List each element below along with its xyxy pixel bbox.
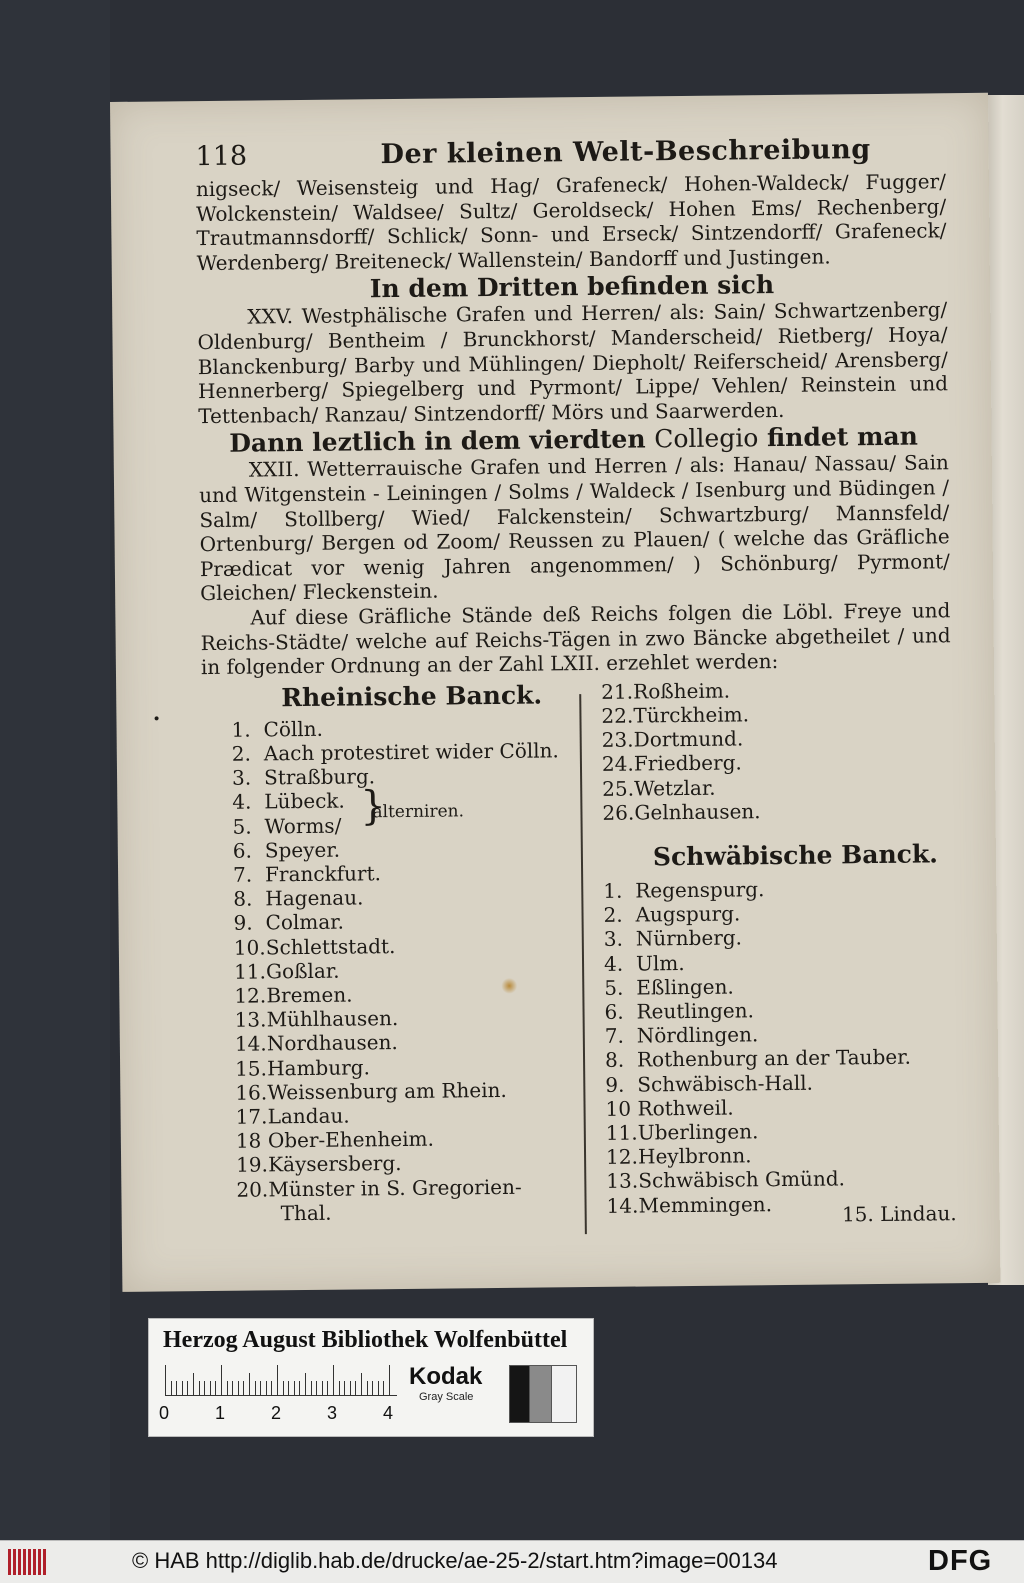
schwaebische-title: Schwäbische Banck. — [652, 839, 939, 872]
ruler-tick — [165, 1365, 166, 1395]
rheinische-column — [231, 680, 577, 1226]
ruler-tick — [383, 1381, 384, 1395]
schwaebische-entry — [605, 1020, 955, 1048]
footer-copyright: © HAB http://diglib.hab.de/drucke/ae-25-2/start.htm?image=00134 — [132, 1548, 778, 1573]
ruler-label: 0 — [159, 1403, 170, 1423]
color-calibration-card — [148, 1318, 594, 1437]
gray-patch — [529, 1365, 553, 1423]
rheinische-continued-entry — [602, 773, 952, 801]
schwaebische-entry-number: 13. — [606, 1168, 639, 1194]
ruler-tick — [355, 1381, 356, 1395]
schwaebische-entry — [604, 948, 954, 976]
schwaebische-entry-name: Rothweil. — [637, 1095, 734, 1121]
ruler-tick — [288, 1381, 289, 1395]
rheinische-entry-name: Franckfurt. — [264, 861, 382, 887]
schwaebische-entry-number: 10 — [605, 1096, 632, 1121]
ruler-tick — [243, 1381, 244, 1395]
schwaebische-entry-number: 12. — [605, 1144, 639, 1170]
ruler-tick — [316, 1381, 317, 1395]
ruler-tick — [350, 1381, 351, 1395]
ruler-tick — [171, 1381, 172, 1395]
rheinische-entry-name: Hagenau. — [265, 885, 364, 911]
schwaebische-entry-name: Rothenburg an der Tauber. — [636, 1044, 911, 1072]
schwaebische-entry-name: Eßlingen. — [636, 974, 734, 1000]
schwaebische-entry — [606, 1117, 956, 1145]
rheinische-entry-number: 18 — [235, 1128, 262, 1153]
rheinische-entry-number: 7. — [232, 862, 253, 887]
rheinische-entry-name: Landau. — [267, 1103, 350, 1129]
rheinische-entry-name: Cölln. — [263, 716, 324, 742]
rheinische-continued-entry-number: 25. — [602, 776, 635, 801]
library-name: Herzog August Bibliothek Wolfenbüttel — [163, 1327, 568, 1353]
rheinische-entry-number: 20. — [236, 1176, 269, 1202]
kodak-logo: Kodak — [409, 1363, 483, 1390]
schwaebische-entry-number: 7. — [604, 1023, 625, 1048]
alternate-note: alterniren. — [372, 801, 465, 822]
paragraph-wetterrauische: XXII. Wetterrauische Grafen und Herren / als: Hanau/ Nassau/ Sain und Witgenstein - Leiningen / Solms / Waldeck / Isenburg und Büdingen / Salm/ Stollberg/ Wied/ Falckenstein/ Schwartzburg/ Mannsfeld/ Ortenburg/ Bergen od Zoom/ Reussen zu Plauen/ ( welche das Gräfliche Prædicat vor wenig Jahren angenommen/ ) Schönburg/ Pyrmont/ Gleichen/ Fleckenstein. — [198, 450, 950, 606]
ruler-tick — [333, 1365, 334, 1395]
rheinische-continued-entry — [601, 700, 951, 728]
rheinische-entry — [236, 1101, 576, 1129]
rheinische-entry — [236, 1174, 576, 1202]
margin-mark: • — [152, 711, 161, 728]
schwaebische-entry — [604, 972, 954, 1000]
ruler-tick — [344, 1381, 345, 1395]
rheinische-continued-entry-name: Türckheim. — [633, 702, 750, 728]
rheinische-entry-number: 4. — [232, 789, 252, 815]
footer-bar — [0, 1540, 1024, 1583]
rheinische-entry — [234, 980, 574, 1008]
ruler-tick — [193, 1373, 194, 1395]
ruler-tick — [232, 1381, 233, 1395]
gray-patch — [509, 1365, 531, 1423]
schwaebische-entry-name: Nürnberg. — [635, 925, 743, 951]
page-number: 118 — [195, 140, 248, 173]
schwaebische-entry-name: Ulm. — [635, 950, 685, 976]
hab-logo-bar — [23, 1549, 26, 1575]
schwaebische-entry — [606, 1166, 956, 1194]
dfg-logo: DFG — [928, 1545, 993, 1577]
schwaebische-entry-name: Uberlingen. — [637, 1119, 759, 1145]
rheinische-entry-name: Bremen. — [266, 982, 353, 1008]
ruler-tick — [372, 1381, 373, 1395]
ruler-tick — [389, 1365, 390, 1395]
rheinische-entry — [236, 1125, 576, 1153]
rheinische-entry-number: 17. — [235, 1104, 268, 1129]
rheinische-continued-entry-name: Dortmund. — [633, 726, 744, 752]
schwaebische-entry-number: 4. — [603, 951, 624, 976]
ruler-tick — [204, 1381, 205, 1395]
schwaebische-entry — [605, 1093, 955, 1121]
heading-vierdten-part-b: findet man — [766, 421, 918, 453]
schwaebische-entry-name: Memmingen. — [638, 1191, 773, 1218]
schwaebische-entry-number: 1. — [603, 878, 623, 903]
ruler-tick — [182, 1381, 183, 1395]
rheinische-entry — [232, 762, 572, 790]
ruler-tick — [305, 1373, 306, 1395]
alternate-brace: } — [360, 782, 387, 830]
schwaebische-entry-number: 8. — [604, 1047, 625, 1073]
ruler-tick — [322, 1381, 323, 1395]
scan-background — [0, 0, 110, 1540]
rheinische-title: Rheinische Banck. — [281, 680, 543, 712]
schwaebische-entry-number: 9. — [605, 1072, 625, 1097]
schwaebische-list — [603, 875, 957, 1217]
rheinische-entry — [235, 1053, 575, 1081]
column-divider — [579, 694, 587, 1234]
ruler-tick — [367, 1381, 368, 1395]
ruler-tick — [294, 1381, 295, 1395]
schwaebische-last-entry: 15. Lindau. — [841, 1200, 957, 1227]
schwaebische-entry-name: Schwäbisch-Hall. — [637, 1070, 814, 1097]
ruler-tick — [327, 1381, 328, 1395]
ruler-tick — [260, 1381, 261, 1395]
bench-columns — [201, 676, 957, 1244]
schwaebische-entry — [606, 1141, 956, 1169]
rheinische-entry — [233, 835, 573, 863]
ruler-tick — [271, 1381, 272, 1395]
schwaebische-entry-name: Regenspurg. — [635, 877, 765, 903]
rheinische-entry-name: Lübeck. — [264, 788, 345, 814]
schwaebische-entry — [604, 996, 954, 1024]
hab-logo-bar — [43, 1549, 46, 1575]
rheinische-entry-name: Goßlar. — [265, 958, 340, 984]
ruler-tick — [311, 1381, 312, 1395]
schwaebische-entry-number: 11. — [605, 1120, 638, 1145]
heading-dritten: In dem Dritten befinden sich — [369, 270, 775, 304]
rheinische-entry — [234, 932, 574, 960]
rheinische-entry — [232, 738, 572, 766]
schwaebische-entry-name: Nördlingen. — [636, 1022, 759, 1048]
schwaebische-entry-number: 3. — [603, 926, 624, 952]
hab-logo-bar — [18, 1549, 21, 1575]
rheinische-list — [231, 714, 576, 1226]
rheinische-entry-name: Thal. — [280, 1200, 332, 1226]
ruler-tick — [176, 1381, 177, 1395]
hab-logo-bar — [28, 1549, 31, 1575]
schwaebische-entry-number: 2. — [603, 902, 623, 927]
schwaebische-entry-number: 6. — [604, 999, 624, 1024]
schwaebische-entry-name: Schwäbisch Gmünd. — [638, 1166, 846, 1193]
rheinische-entry-number: 12. — [234, 983, 267, 1008]
rheinische-entry-number: 9. — [233, 910, 253, 936]
schwaebische-entry — [604, 924, 954, 952]
rheinische-continued-entry-name: Wetzlar. — [634, 775, 716, 801]
schwaebische-entry-name: Heylbronn. — [637, 1143, 752, 1169]
rheinische-continued-list — [601, 676, 953, 825]
rheinische-continued-entry-name: Friedberg. — [633, 750, 742, 776]
measurement-ruler — [165, 1365, 397, 1396]
rheinische-entry-number: 3. — [231, 765, 252, 790]
rheinische-continued-entry — [602, 797, 952, 825]
ruler-tick — [221, 1365, 222, 1395]
rheinische-entry-number: 8. — [233, 886, 253, 911]
hab-logo-bar — [38, 1549, 41, 1575]
gray-patch — [551, 1365, 577, 1423]
rheinische-entry-name: Straßburg. — [263, 764, 376, 790]
rheinische-entry-number: 11. — [233, 959, 267, 984]
ruler-label: 2 — [271, 1403, 282, 1423]
rheinische-entry — [234, 956, 574, 984]
schwaebische-entry-name: Augspurg. — [635, 901, 741, 927]
rheinische-continued-entry-number: 24. — [601, 751, 634, 777]
rheinische-continued-entry-number: 26. — [602, 800, 635, 825]
ruler-label: 1 — [215, 1403, 226, 1423]
rheinische-continued-entry-number: 23. — [601, 727, 634, 752]
book-page — [110, 93, 1000, 1292]
rheinische-entry-number: 13. — [234, 1007, 267, 1032]
ruler-tick — [210, 1381, 211, 1395]
ruler-tick — [238, 1381, 239, 1395]
schwaebische-entry — [605, 1069, 955, 1097]
heading-vierdten-latin: Collegio — [654, 423, 759, 454]
hab-logo-icon — [8, 1549, 50, 1575]
heading-vierdten-part-a: Dann leztlich in dem vierdten — [229, 424, 646, 459]
rheinische-entry-number: 16. — [235, 1080, 268, 1105]
rheinische-entry — [235, 1029, 575, 1057]
ruler-tick — [266, 1381, 267, 1395]
running-title: Der kleinen Welt-Beschreibung — [380, 134, 871, 171]
rheinische-entry-number: 2. — [231, 741, 252, 766]
ruler-tick — [299, 1381, 300, 1395]
rheinische-entry — [233, 859, 573, 887]
paragraph-westphaelische: XXV. Westphälische Grafen und Herren/ als: Sain/ Schwartzenberg/ Oldenburg/ Bentheim / Brunckhorst/ Manderscheid/ Rietberg/ Hoya/ Blanckenburg/ Barby und Mühlingen/ Diepholt/ Reiferscheid/ Arensberg/ Hennerberg/ Spiegelberg und Pyrmont/ Lippe/ Vehlen/ Reinstein und Tettenbach/ Ranzau/ Sintzendorff/ Mörs und Saarwerden. — [197, 297, 949, 428]
rheinische-entry — [236, 1150, 576, 1178]
rheinische-entry — [233, 883, 573, 911]
rheinische-entry-number: 5. — [232, 814, 252, 839]
rheinische-entry-name: Ober-Ehenheim. — [267, 1126, 435, 1153]
rheinische-entry-name: Käysersberg. — [268, 1151, 402, 1177]
rheinische-continued-entry-name: Roßheim. — [633, 678, 731, 704]
hab-logo-bar — [13, 1549, 16, 1575]
rheinische-entry-name: Speyer. — [264, 837, 341, 863]
rheinische-entry-name: Aach protestiret wider Cölln. — [263, 738, 559, 766]
rheinische-entry-name: Weissenburg am Rhein. — [267, 1077, 507, 1105]
rheinische-continued-entry-number: 21. — [601, 679, 634, 704]
rheinische-entry-name: Hamburg. — [266, 1054, 370, 1080]
schwaebische-entry — [603, 875, 953, 903]
ruler-tick — [339, 1381, 340, 1395]
paragraph-reichsstaedte: Auf diese Gräfliche Stände deß Reichs folgen die Löbl. Freye und Reichs-Städte/ welche auf Reichs-Tägen in zwo Bäncke abgetheilet / und in folgender Ordnung an der Zahl LXII. erzehlet werden: — [200, 598, 951, 680]
ruler-tick — [199, 1381, 200, 1395]
ruler-tick — [215, 1381, 216, 1395]
schwaebische-entry — [603, 899, 953, 927]
rheinische-entry-number: 1. — [231, 717, 251, 742]
schwaebische-entry-name: Reutlingen. — [636, 998, 755, 1024]
schwaebische-entry-number: 5. — [604, 975, 624, 1000]
ruler-tick — [277, 1365, 278, 1395]
rheinische-continued-entry — [602, 724, 952, 752]
rheinische-entry — [231, 714, 571, 742]
ruler-tick — [187, 1381, 188, 1395]
paragraph-grafen-continued: nigseck/ Weisensteig und Hag/ Grafeneck/ Hohen-Waldeck/ Fugger/ Wolckenstein/ Waldsee/ Sultz/ Geroldseck/ Hohen Ems/ Rechenberg/ Trautmannsdorff/ Schlick/ Sonn- und Erseck/ Sintzendorff/ Grafeneck/ Werdenberg/ Breiteneck/ Wallenstein/ Bandorff und Justingen. — [195, 169, 947, 275]
hab-logo-bar — [8, 1549, 11, 1575]
ruler-label: 4 — [383, 1403, 394, 1423]
page-text-block — [195, 133, 957, 1243]
ruler-tick — [378, 1381, 379, 1395]
rheinische-entry-number: 10. — [233, 934, 266, 960]
rheinische-entry — [235, 1077, 575, 1105]
rheinische-continued-entry — [601, 676, 951, 704]
grayscale-label: Gray Scale — [419, 1391, 474, 1403]
ruler-tick — [255, 1381, 256, 1395]
rheinische-entry-name: Colmar. — [265, 909, 345, 935]
hab-logo-bar — [33, 1549, 36, 1575]
rheinische-continued-entry-name: Gelnhausen. — [634, 798, 761, 825]
rheinische-entry-number: 19. — [236, 1152, 269, 1178]
rheinische-entry — [233, 908, 573, 936]
rheinische-entry — [237, 1198, 577, 1226]
right-column — [601, 676, 957, 1218]
rheinische-entry-number: 14. — [234, 1031, 267, 1057]
ruler-label: 3 — [327, 1403, 338, 1423]
rheinische-entry-name: Mühlhausen. — [266, 1006, 399, 1032]
rheinische-entry — [234, 1004, 574, 1032]
rheinische-entry-name: Worms/ — [264, 813, 342, 838]
ruler-tick — [361, 1373, 362, 1395]
ruler-tick — [249, 1373, 250, 1395]
rheinische-entry-name: Münster in S. Gregorien- — [268, 1174, 522, 1201]
rheinische-continued-entry-number: 22. — [601, 703, 634, 728]
rheinische-entry-name: Schlettstadt. — [265, 933, 396, 959]
ruler-tick — [227, 1381, 228, 1395]
schwaebische-entry-number: 14. — [606, 1193, 639, 1218]
rheinische-entry-name: Nordhausen. — [266, 1030, 398, 1056]
rheinische-entry-number: 6. — [232, 838, 253, 863]
rheinische-entry-number: 15. — [234, 1055, 268, 1081]
schwaebische-entry — [605, 1045, 955, 1073]
rheinische-continued-entry — [602, 749, 952, 777]
ruler-tick — [283, 1381, 284, 1395]
